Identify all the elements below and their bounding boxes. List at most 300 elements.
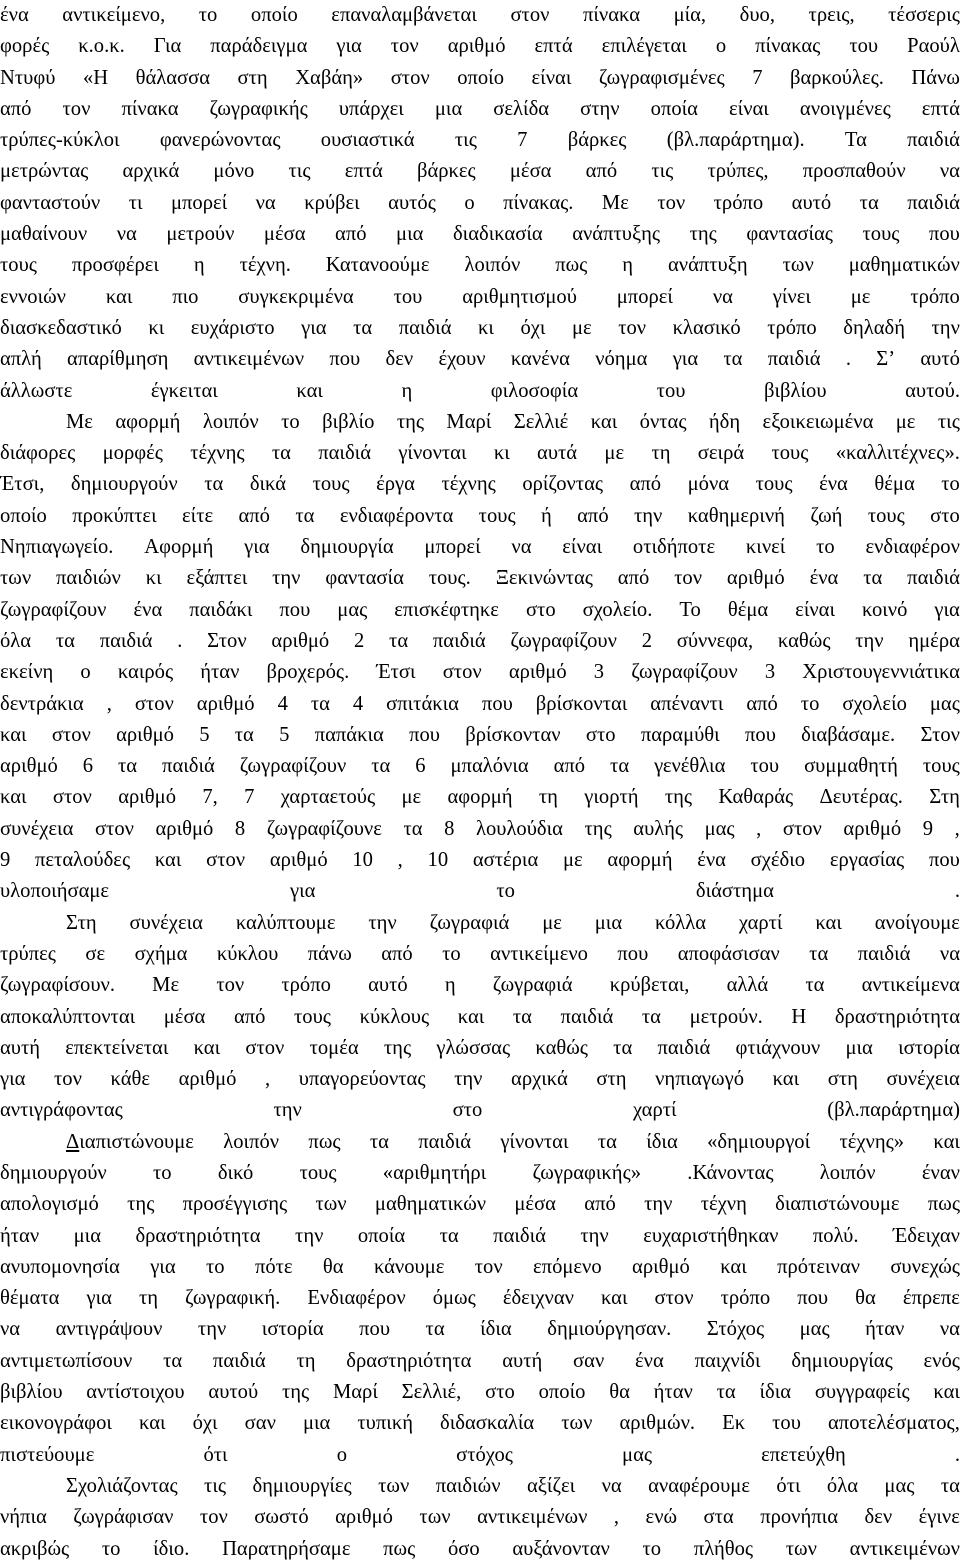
word: παιδιά	[318, 442, 372, 465]
word: Νηπιαγωγείο.	[0, 536, 114, 559]
text-line: πιστεύουμε ότι ο στόχος μας επετεύχθη .	[0, 1443, 960, 1466]
word: τις	[937, 410, 960, 433]
word: επιλέγεται	[601, 35, 687, 58]
word: των	[315, 1193, 347, 1216]
word: των	[378, 1474, 410, 1497]
word: την	[931, 316, 960, 339]
word: έγινε	[918, 1506, 960, 1529]
word: ζωγραφιά	[492, 974, 573, 997]
word: τα	[204, 473, 224, 496]
word: προσφέρει	[71, 254, 159, 277]
word: που	[279, 598, 311, 621]
word: που	[745, 723, 776, 746]
word: για	[150, 1255, 176, 1278]
word: αριθμό	[447, 35, 506, 58]
word: του	[750, 755, 780, 778]
word: τον	[657, 191, 686, 214]
word: φανερώνοντας	[159, 129, 281, 152]
word: κόλλα	[655, 911, 706, 934]
word: δικά	[249, 473, 287, 496]
word: Ενδιαφέρον	[307, 1287, 406, 1310]
word: τους	[867, 504, 905, 527]
word: για	[934, 598, 960, 621]
word: τις	[288, 160, 311, 183]
word: όντας	[639, 410, 687, 433]
word: έδειχναν	[502, 1287, 574, 1310]
word: δραστηριότητα	[834, 1005, 960, 1028]
word: 4	[277, 692, 288, 715]
word: δημιουργούν	[0, 1161, 107, 1184]
word: δικό	[217, 1161, 254, 1184]
word: αυτός	[388, 191, 436, 214]
word: ακριβώς	[0, 1537, 70, 1560]
word: με	[571, 316, 592, 339]
word: επτά	[534, 35, 573, 58]
word: και	[0, 723, 27, 746]
word: λοιπόν	[202, 410, 259, 433]
word: εννοιών	[0, 285, 66, 308]
word: Με	[152, 974, 180, 997]
word: μετρούν.	[689, 1005, 763, 1028]
word: ζωγραφίζουνε	[266, 817, 382, 840]
word: της	[396, 410, 425, 433]
word: οποίο	[457, 66, 505, 89]
word: πως	[555, 254, 588, 277]
word: 5	[199, 723, 210, 746]
word: με	[542, 911, 562, 934]
word: πίνακας	[755, 35, 821, 58]
word: διαβάσαμε.	[801, 723, 896, 746]
word: κρύβεται,	[609, 974, 690, 997]
text-line	[0, 125, 960, 156]
word: τυπική	[357, 1412, 413, 1435]
word: τον	[618, 316, 647, 339]
text-line	[0, 344, 960, 375]
word: ιστορία	[261, 1318, 324, 1341]
word: Στόχος	[706, 1318, 765, 1341]
word: ο	[464, 191, 475, 214]
word: 6	[415, 755, 426, 778]
word: 8	[234, 817, 246, 840]
text-line	[0, 188, 960, 219]
word: αριθμό	[196, 692, 255, 715]
text-line	[0, 282, 960, 313]
word: αξίζει	[526, 1474, 576, 1497]
word: τα	[439, 1224, 459, 1247]
word: στο	[485, 1381, 515, 1404]
word: μια	[434, 97, 463, 120]
text-line	[0, 595, 960, 626]
word: αποφάσισαν	[677, 942, 780, 965]
word: αφορμή	[115, 410, 181, 433]
word: αντικειμένων	[193, 348, 305, 371]
word: αυτού	[208, 1381, 259, 1404]
word: Τα	[844, 129, 867, 152]
word: βάρκες	[416, 160, 476, 183]
word: κι	[478, 316, 494, 339]
word: κι	[148, 316, 165, 339]
word: αυτό	[791, 191, 832, 214]
word: τα	[863, 567, 883, 590]
word: τέσσερις	[888, 4, 960, 26]
word: τρεις,	[808, 4, 855, 26]
word: φαντασία	[325, 567, 404, 590]
word: των	[0, 567, 32, 590]
word: θάλασσα	[135, 66, 211, 89]
word: όλα	[0, 629, 32, 652]
word: σπιτάκια	[386, 692, 459, 715]
word: Διαπιστώνουμε	[66, 1130, 194, 1153]
word: από	[0, 97, 32, 120]
word: «δημιουργοί	[707, 1130, 811, 1153]
word: κανένα	[510, 348, 570, 371]
word: τρόπο	[720, 1287, 771, 1310]
word: συνέχεια	[886, 1068, 960, 1091]
word: το	[198, 4, 218, 26]
word: αυτή	[0, 1036, 41, 1059]
text-line	[0, 908, 960, 939]
word: οποία	[357, 1224, 406, 1247]
word: τομέα	[309, 1036, 359, 1059]
word: μας	[929, 692, 960, 715]
word: τη	[138, 1287, 158, 1310]
word: δραστηριότητα	[346, 1349, 472, 1372]
word: στον	[134, 692, 174, 715]
word: αφορμή	[607, 849, 673, 872]
word: σχέδιο	[750, 849, 806, 872]
word: παράδειγμα	[210, 35, 308, 58]
word: απλή	[0, 348, 42, 371]
word: αντιγράψουν	[55, 1318, 163, 1341]
word: μετρούν	[166, 223, 235, 246]
word: παιδιά	[857, 942, 911, 965]
word: στη	[827, 1068, 858, 1091]
word: τα	[295, 504, 315, 527]
word: ανοίγουμε	[874, 911, 960, 934]
word: να	[939, 1318, 960, 1341]
word: την	[454, 1068, 483, 1091]
word: τους	[0, 254, 37, 277]
word: αυτά	[537, 442, 578, 465]
word: πιο	[172, 285, 199, 308]
word: βροχερός.	[266, 661, 350, 684]
word: Στον	[207, 629, 247, 652]
word: πίνακα	[582, 4, 641, 26]
word: μια	[73, 1224, 101, 1247]
word: να	[939, 160, 960, 183]
word: από	[746, 692, 778, 715]
word: νήπια	[0, 1506, 47, 1529]
word: εξοικειωμένα	[762, 410, 874, 433]
text-line	[0, 720, 960, 751]
word: από	[553, 755, 586, 778]
word: ότι	[776, 1474, 801, 1497]
word: 2	[641, 629, 652, 652]
word: 7	[752, 66, 763, 89]
word: στον	[245, 1036, 285, 1059]
word: καιρός	[117, 661, 174, 684]
word: το	[642, 1537, 662, 1560]
word: παιδιών	[435, 1474, 501, 1497]
word: .	[845, 348, 851, 371]
word: τη	[538, 786, 558, 809]
word: το	[442, 942, 461, 965]
word: ενός	[923, 1349, 960, 1372]
word: ευχαριστήθηκαν	[643, 1224, 779, 1247]
word: και	[772, 1068, 800, 1091]
word: παπάκια	[314, 723, 384, 746]
word: δυο,	[739, 4, 775, 26]
word: αντικειμένων	[849, 1537, 960, 1560]
word: και	[193, 1036, 221, 1059]
word: τα	[310, 692, 330, 715]
word: της	[689, 223, 717, 246]
word: προκύπτει	[72, 504, 157, 527]
word: οποίο	[0, 504, 47, 527]
word: της	[127, 1193, 155, 1216]
word: ,	[106, 692, 112, 715]
word: 9	[922, 817, 934, 840]
word: ζωγραφίσουν.	[0, 974, 115, 997]
word: μαθηματικών	[848, 254, 960, 277]
word: την	[197, 1318, 227, 1341]
text-line	[0, 438, 960, 469]
word: ημέρα	[908, 629, 960, 652]
word: αυτή	[502, 1349, 543, 1372]
word: να	[939, 942, 960, 965]
text-line	[0, 563, 960, 594]
word: αριθμό	[116, 723, 174, 746]
word: θα	[855, 1287, 876, 1310]
word: μορφές	[102, 442, 163, 465]
word: μπορεί	[424, 536, 481, 559]
word: μόνα	[687, 473, 730, 496]
word: αντικείμενο,	[62, 4, 166, 26]
word: και	[139, 1412, 166, 1435]
word: Με	[601, 191, 629, 214]
word: 3	[593, 661, 605, 684]
word: καθημερινή	[687, 504, 785, 527]
word: Στη	[929, 786, 960, 809]
word: Στη	[66, 911, 97, 934]
word: .	[177, 629, 183, 652]
word: την	[634, 504, 663, 527]
word: «Η	[82, 66, 109, 89]
text-line	[0, 1471, 960, 1502]
word: κι	[493, 442, 510, 465]
word: σύννεφα,	[676, 629, 754, 652]
text-line	[0, 469, 960, 500]
word: αριθμό	[726, 567, 785, 590]
word: όλα	[826, 1474, 858, 1497]
word: από	[335, 223, 367, 246]
word: αλλά	[726, 974, 769, 997]
word: δημιουργίας	[791, 1349, 893, 1372]
word: πως	[927, 1193, 960, 1216]
word: κι	[145, 567, 162, 590]
word: μας	[704, 817, 735, 840]
word: μια	[396, 223, 424, 246]
word: είναι	[729, 97, 769, 120]
word: τα	[425, 1318, 445, 1341]
text-line: άλλωστε έγκειται και η φιλοσοφία του βιβλίου αυτού.	[0, 379, 960, 402]
text-line	[0, 250, 960, 281]
word: αριθμό	[269, 849, 328, 872]
word: καλύπτουμε	[235, 911, 336, 934]
word: θέματα	[0, 1287, 60, 1310]
word: ,	[265, 1068, 271, 1091]
word: ζωγραφίζουν	[239, 755, 347, 778]
word: σαν	[573, 1349, 605, 1372]
word: πίνακα	[121, 97, 179, 120]
word: μια	[594, 911, 623, 934]
word: προσέγγισης	[182, 1193, 288, 1216]
word: αριθμό	[178, 1068, 237, 1091]
word: τρόπο	[281, 974, 331, 997]
word: γιορτή	[584, 786, 639, 809]
text-line	[0, 1221, 960, 1252]
word: Ντυφύ	[0, 66, 56, 89]
word: των	[782, 254, 814, 277]
text-line	[0, 1064, 960, 1095]
word: ,	[954, 817, 960, 840]
word: τα	[353, 316, 373, 339]
word: της	[664, 786, 693, 809]
word: τις	[454, 129, 477, 152]
word: 3	[764, 661, 776, 684]
word: διασκεδαστικό	[0, 316, 122, 339]
word: σε	[85, 942, 106, 965]
word: το	[206, 1255, 225, 1278]
text-line	[0, 1189, 960, 1220]
word: για	[672, 348, 699, 371]
word: και	[105, 285, 133, 308]
word: στον	[206, 849, 246, 872]
text-line	[0, 1033, 960, 1064]
word: στον	[442, 661, 482, 684]
word: κύκλου	[216, 942, 279, 965]
word: ο	[715, 35, 727, 58]
word: που	[359, 1318, 391, 1341]
word: Παρατηρήσαμε	[222, 1537, 351, 1560]
text-line	[0, 626, 960, 657]
word: επαναλαμβάνεται	[331, 4, 477, 26]
word: απαρίθμηση	[67, 348, 169, 371]
word: 10	[427, 849, 449, 872]
text-line: αντιγράφοντας την στο χαρτί (βλ.παράρτημα)	[0, 1099, 960, 1122]
word: που	[928, 223, 960, 246]
word: σχολείο.	[582, 598, 653, 621]
word: ανυπομονησία	[0, 1255, 120, 1278]
text-line	[0, 1283, 960, 1314]
word: χαρταετούς	[280, 786, 376, 809]
word: ένα	[0, 4, 29, 26]
word: φαντασίας	[746, 223, 833, 246]
text-line	[0, 689, 960, 720]
word: που	[329, 348, 361, 371]
word: στα	[703, 1506, 734, 1529]
word: αυξάνονταν	[512, 1537, 610, 1560]
word: ίδια	[646, 1130, 678, 1153]
word: Μαρί	[446, 410, 492, 433]
word: μέσα	[163, 1005, 206, 1028]
word: Δευτέρας.	[819, 786, 903, 809]
word: στην	[580, 97, 620, 120]
word: την	[644, 1193, 673, 1216]
word: κρύβει	[304, 191, 360, 214]
word: αρχικά	[122, 160, 180, 183]
word: τις	[651, 160, 674, 183]
word: παιδιά	[907, 567, 960, 590]
text-line	[0, 532, 960, 563]
text-line	[0, 1534, 960, 1565]
word: ζωή	[810, 504, 843, 527]
text-line	[0, 657, 960, 688]
word: συνέχεια	[0, 817, 74, 840]
word: είναι	[531, 66, 572, 89]
word: μαθηματικών	[374, 1193, 487, 1216]
word: μια	[845, 1036, 873, 1059]
word: έναν	[921, 1161, 960, 1184]
word: πίνακας.	[503, 191, 574, 214]
word: μπορεί	[170, 191, 228, 214]
word: μέσα	[263, 223, 306, 246]
word: 6	[82, 755, 94, 778]
word: πάνω	[307, 942, 352, 965]
word: βιβλίο	[322, 410, 375, 433]
word: διάφορες	[0, 442, 76, 465]
word: το	[101, 1537, 121, 1560]
word: ένα	[697, 849, 726, 872]
text-line	[0, 219, 960, 250]
word: αριθμό	[0, 755, 58, 778]
word: διδασκαλία	[440, 1412, 535, 1435]
word: να	[712, 285, 733, 308]
word: Εκ	[722, 1412, 746, 1435]
word: παιδιά	[99, 629, 153, 652]
word: με	[895, 410, 916, 433]
word: τους	[299, 1161, 337, 1184]
word: γενέθλια	[654, 755, 726, 778]
word: Σελλιέ,	[401, 1381, 462, 1404]
word: παιδιά	[162, 755, 215, 778]
word: Ραούλ	[907, 35, 960, 58]
word: αντικείμενα	[861, 974, 960, 997]
word: 7	[244, 786, 255, 809]
word: παιδιά	[657, 1036, 711, 1059]
word: και	[0, 786, 27, 809]
word: αριθμό	[155, 817, 214, 840]
word: τα	[597, 1130, 617, 1153]
word: μπαλόνια	[450, 755, 529, 778]
word: του	[849, 35, 879, 58]
text-line	[0, 1377, 960, 1408]
text-line	[0, 1252, 960, 1283]
word: στη	[237, 66, 268, 89]
text-line	[0, 1502, 960, 1533]
word: των	[561, 1412, 593, 1435]
text-line	[0, 1346, 960, 1377]
text-line	[0, 1314, 960, 1345]
word: τους	[771, 442, 809, 465]
word: αντιμετωπίσουν	[0, 1349, 133, 1372]
word: είναι	[795, 598, 836, 621]
word: ίδια	[480, 1318, 512, 1341]
word: «καλλιτέχνες».	[835, 442, 960, 465]
word: παιδιά	[212, 1349, 266, 1372]
word: τέχνης»	[839, 1130, 905, 1153]
word: εκείνη	[0, 661, 54, 684]
